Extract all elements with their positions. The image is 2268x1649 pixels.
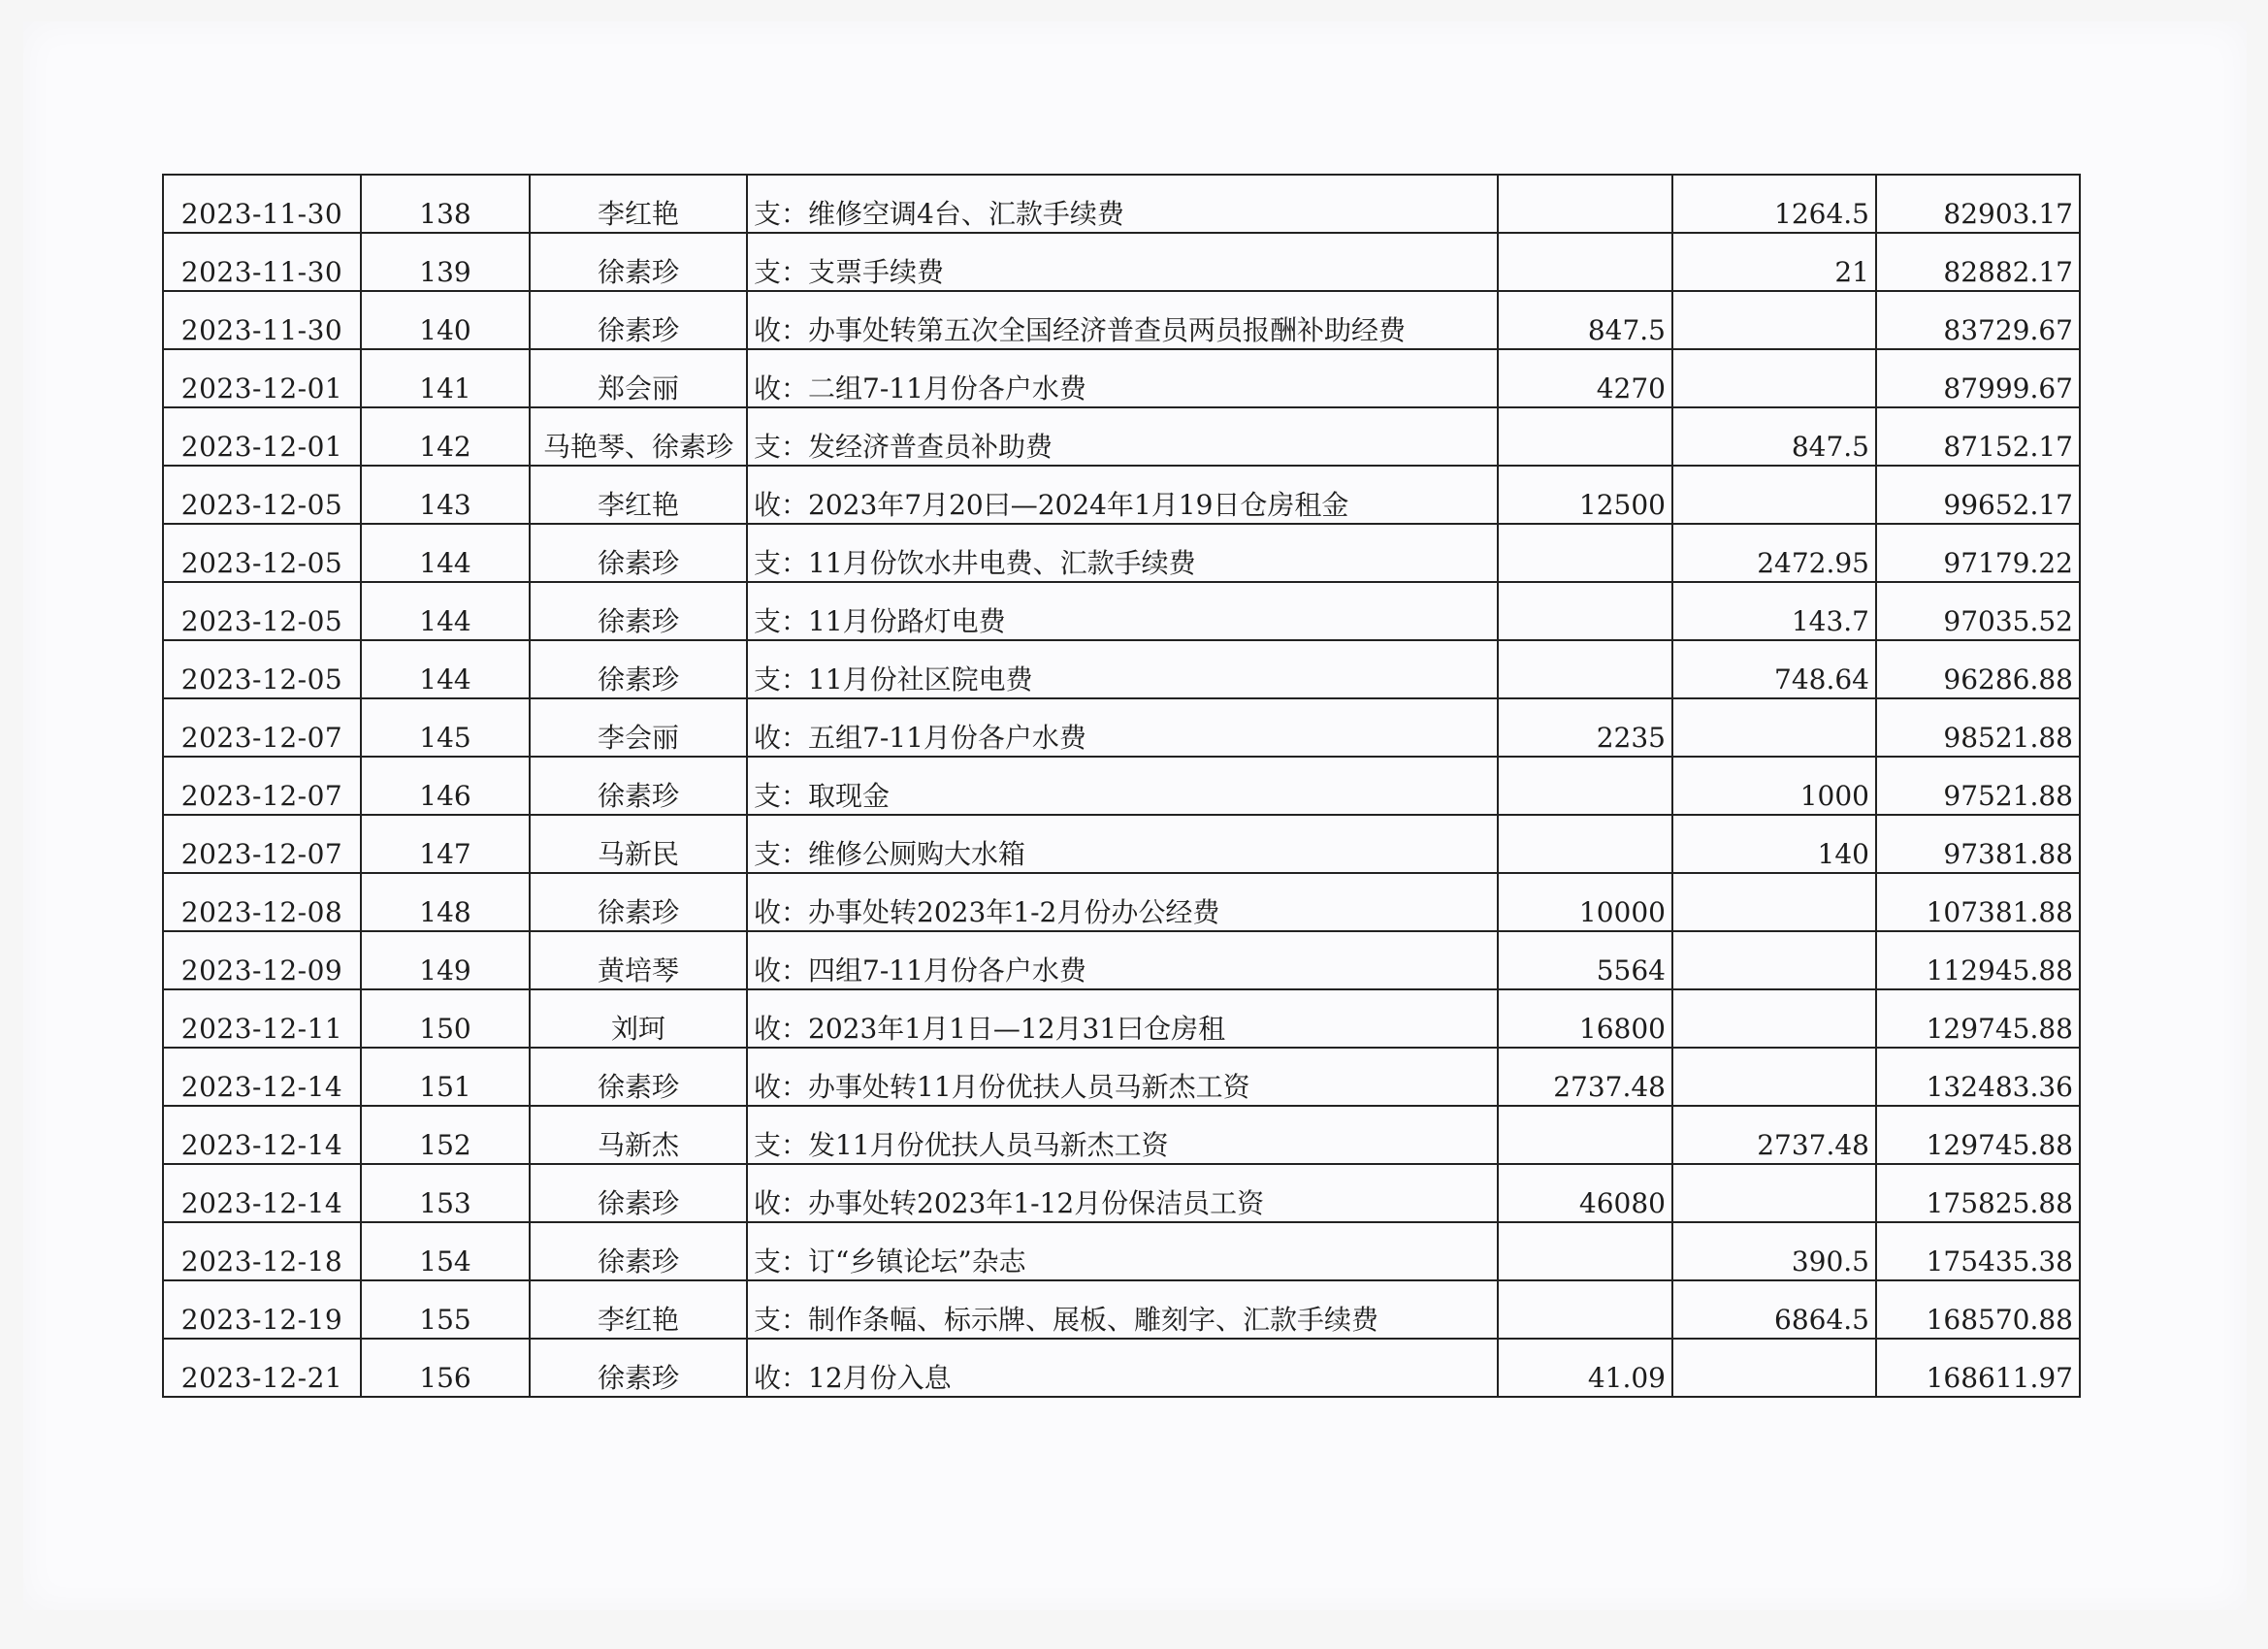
handler-cell: 刘珂: [530, 989, 747, 1048]
voucher-number-cell: 151: [361, 1048, 530, 1106]
handler-cell: 徐素珍: [530, 291, 747, 349]
description-cell: 收：办事处转2023年1-2月份办公经费: [747, 873, 1498, 931]
balance-cell: 97521.88: [1876, 757, 2080, 815]
expense-cell: 390.5: [1672, 1222, 1876, 1280]
date-cell: 2023-12-18: [163, 1222, 361, 1280]
income-cell: 16800: [1498, 989, 1672, 1048]
voucher-number-cell: 152: [361, 1106, 530, 1164]
income-cell: [1498, 407, 1672, 466]
table-row: [163, 349, 2080, 407]
income-cell: 46080: [1498, 1164, 1672, 1222]
handler-cell: 马新民: [530, 815, 747, 873]
income-cell: 41.09: [1498, 1339, 1672, 1397]
table-row: [163, 582, 2080, 640]
balance-cell: 96286.88: [1876, 640, 2080, 698]
handler-cell: 李红艳: [530, 175, 747, 233]
income-cell: 5564: [1498, 931, 1672, 989]
balance-cell: 107381.88: [1876, 873, 2080, 931]
date-cell: 2023-12-07: [163, 698, 361, 757]
date-cell: 2023-12-11: [163, 989, 361, 1048]
table-row: [163, 233, 2080, 291]
date-cell: 2023-12-01: [163, 407, 361, 466]
handler-cell: 郑会丽: [530, 349, 747, 407]
expense-cell: 1264.5: [1672, 175, 1876, 233]
expense-cell: 6864.5: [1672, 1280, 1876, 1339]
table-row: [163, 524, 2080, 582]
income-cell: 4270: [1498, 349, 1672, 407]
balance-cell: 87152.17: [1876, 407, 2080, 466]
balance-cell: 175825.88: [1876, 1164, 2080, 1222]
table-row: [163, 1222, 2080, 1280]
ledger-body: [163, 175, 2080, 1397]
expense-cell: [1672, 291, 1876, 349]
table-row: [163, 698, 2080, 757]
expense-cell: [1672, 466, 1876, 524]
income-cell: [1498, 1222, 1672, 1280]
description-cell: 支：11月份社区院电费: [747, 640, 1498, 698]
income-cell: [1498, 815, 1672, 873]
voucher-number-cell: 140: [361, 291, 530, 349]
handler-cell: 李红艳: [530, 1280, 747, 1339]
table-row: [163, 989, 2080, 1048]
description-cell: 支：维修空调4台、汇款手续费: [747, 175, 1498, 233]
balance-cell: 168570.88: [1876, 1280, 2080, 1339]
table-row: [163, 466, 2080, 524]
table-row: [163, 1164, 2080, 1222]
voucher-number-cell: 149: [361, 931, 530, 989]
date-cell: 2023-12-05: [163, 524, 361, 582]
expense-cell: 21: [1672, 233, 1876, 291]
balance-cell: 87999.67: [1876, 349, 2080, 407]
voucher-number-cell: 154: [361, 1222, 530, 1280]
handler-cell: 徐素珍: [530, 1048, 747, 1106]
balance-cell: 132483.36: [1876, 1048, 2080, 1106]
date-cell: 2023-12-14: [163, 1106, 361, 1164]
income-cell: [1498, 233, 1672, 291]
voucher-number-cell: 139: [361, 233, 530, 291]
voucher-number-cell: 156: [361, 1339, 530, 1397]
handler-cell: 徐素珍: [530, 582, 747, 640]
description-cell: 收：办事处转11月份优扶人员马新杰工资: [747, 1048, 1498, 1106]
description-cell: 收：二组7-11月份各户水费: [747, 349, 1498, 407]
income-cell: [1498, 1280, 1672, 1339]
expense-cell: 1000: [1672, 757, 1876, 815]
expense-cell: [1672, 1048, 1876, 1106]
description-cell: 支：11月份饮水井电费、汇款手续费: [747, 524, 1498, 582]
expense-cell: 2737.48: [1672, 1106, 1876, 1164]
handler-cell: 徐素珍: [530, 640, 747, 698]
balance-cell: 129745.88: [1876, 1106, 2080, 1164]
handler-cell: 徐素珍: [530, 524, 747, 582]
description-cell: 收：办事处转第五次全国经济普查员两员报酬补助经费: [747, 291, 1498, 349]
balance-cell: 83729.67: [1876, 291, 2080, 349]
income-cell: [1498, 640, 1672, 698]
date-cell: 2023-12-05: [163, 640, 361, 698]
table-row: [163, 1280, 2080, 1339]
expense-cell: [1672, 873, 1876, 931]
date-cell: 2023-11-30: [163, 233, 361, 291]
balance-cell: 97179.22: [1876, 524, 2080, 582]
income-cell: [1498, 757, 1672, 815]
table-row: [163, 1339, 2080, 1397]
description-cell: 支：支票手续费: [747, 233, 1498, 291]
date-cell: 2023-12-01: [163, 349, 361, 407]
handler-cell: 马新杰: [530, 1106, 747, 1164]
handler-cell: 徐素珍: [530, 1339, 747, 1397]
expense-cell: 847.5: [1672, 407, 1876, 466]
voucher-number-cell: 146: [361, 757, 530, 815]
expense-cell: [1672, 1339, 1876, 1397]
description-cell: 支：制作条幅、标示牌、展板、雕刻字、汇款手续费: [747, 1280, 1498, 1339]
expense-cell: 2472.95: [1672, 524, 1876, 582]
expense-cell: [1672, 1164, 1876, 1222]
description-cell: 支：11月份路灯电费: [747, 582, 1498, 640]
expense-cell: 143.7: [1672, 582, 1876, 640]
balance-cell: 97035.52: [1876, 582, 2080, 640]
handler-cell: 徐素珍: [530, 757, 747, 815]
voucher-number-cell: 142: [361, 407, 530, 466]
voucher-number-cell: 145: [361, 698, 530, 757]
income-cell: 10000: [1498, 873, 1672, 931]
income-cell: [1498, 1106, 1672, 1164]
description-cell: 收：办事处转2023年1-12月份保洁员工资: [747, 1164, 1498, 1222]
description-cell: 支：维修公厕购大水箱: [747, 815, 1498, 873]
date-cell: 2023-12-14: [163, 1164, 361, 1222]
date-cell: 2023-11-30: [163, 291, 361, 349]
date-cell: 2023-12-08: [163, 873, 361, 931]
date-cell: 2023-12-14: [163, 1048, 361, 1106]
balance-cell: 98521.88: [1876, 698, 2080, 757]
expense-cell: [1672, 698, 1876, 757]
handler-cell: 黄培琴: [530, 931, 747, 989]
handler-cell: 徐素珍: [530, 1164, 747, 1222]
income-cell: [1498, 582, 1672, 640]
voucher-number-cell: 144: [361, 582, 530, 640]
description-cell: 收：五组7-11月份各户水费: [747, 698, 1498, 757]
expense-cell: [1672, 931, 1876, 989]
table-row: [163, 175, 2080, 233]
balance-cell: 82882.17: [1876, 233, 2080, 291]
balance-cell: 112945.88: [1876, 931, 2080, 989]
income-cell: 12500: [1498, 466, 1672, 524]
voucher-number-cell: 147: [361, 815, 530, 873]
description-cell: 收：2023年1月1日—12月31曰仓房租: [747, 989, 1498, 1048]
ledger-table: [162, 174, 2081, 1398]
expense-cell: [1672, 989, 1876, 1048]
handler-cell: 李会丽: [530, 698, 747, 757]
voucher-number-cell: 153: [361, 1164, 530, 1222]
description-cell: 支：发经济普查员补助费: [747, 407, 1498, 466]
description-cell: 支：发11月份优扶人员马新杰工资: [747, 1106, 1498, 1164]
table-row: [163, 931, 2080, 989]
handler-cell: 徐素珍: [530, 233, 747, 291]
date-cell: 2023-12-07: [163, 815, 361, 873]
voucher-number-cell: 144: [361, 640, 530, 698]
balance-cell: 168611.97: [1876, 1339, 2080, 1397]
description-cell: 支：订“乡镇论坛”杂志: [747, 1222, 1498, 1280]
voucher-number-cell: 143: [361, 466, 530, 524]
table-row: [163, 1106, 2080, 1164]
expense-cell: 748.64: [1672, 640, 1876, 698]
voucher-number-cell: 138: [361, 175, 530, 233]
income-cell: [1498, 175, 1672, 233]
description-cell: 收：四组7-11月份各户水费: [747, 931, 1498, 989]
table-row: [163, 640, 2080, 698]
expense-cell: [1672, 349, 1876, 407]
description-cell: 收：2023年7月20曰—2024年1月19日仓房租金: [747, 466, 1498, 524]
voucher-number-cell: 141: [361, 349, 530, 407]
scanned-page: [23, 21, 2247, 1610]
date-cell: 2023-12-19: [163, 1280, 361, 1339]
balance-cell: 129745.88: [1876, 989, 2080, 1048]
income-cell: 847.5: [1498, 291, 1672, 349]
description-cell: 收：12月份入息: [747, 1339, 1498, 1397]
date-cell: 2023-11-30: [163, 175, 361, 233]
table-row: [163, 815, 2080, 873]
date-cell: 2023-12-07: [163, 757, 361, 815]
voucher-number-cell: 144: [361, 524, 530, 582]
income-cell: [1498, 524, 1672, 582]
date-cell: 2023-12-09: [163, 931, 361, 989]
balance-cell: 99652.17: [1876, 466, 2080, 524]
handler-cell: 马艳琴、徐素珍: [530, 407, 747, 466]
description-cell: 支：取现金: [747, 757, 1498, 815]
table-row: [163, 407, 2080, 466]
date-cell: 2023-12-05: [163, 582, 361, 640]
date-cell: 2023-12-05: [163, 466, 361, 524]
income-cell: 2235: [1498, 698, 1672, 757]
handler-cell: 李红艳: [530, 466, 747, 524]
table-row: [163, 873, 2080, 931]
balance-cell: 82903.17: [1876, 175, 2080, 233]
table-row: [163, 1048, 2080, 1106]
voucher-number-cell: 150: [361, 989, 530, 1048]
date-cell: 2023-12-21: [163, 1339, 361, 1397]
expense-cell: 140: [1672, 815, 1876, 873]
handler-cell: 徐素珍: [530, 1222, 747, 1280]
balance-cell: 97381.88: [1876, 815, 2080, 873]
handler-cell: 徐素珍: [530, 873, 747, 931]
voucher-number-cell: 148: [361, 873, 530, 931]
table-row: [163, 291, 2080, 349]
table-row: [163, 757, 2080, 815]
balance-cell: 175435.38: [1876, 1222, 2080, 1280]
income-cell: 2737.48: [1498, 1048, 1672, 1106]
voucher-number-cell: 155: [361, 1280, 530, 1339]
